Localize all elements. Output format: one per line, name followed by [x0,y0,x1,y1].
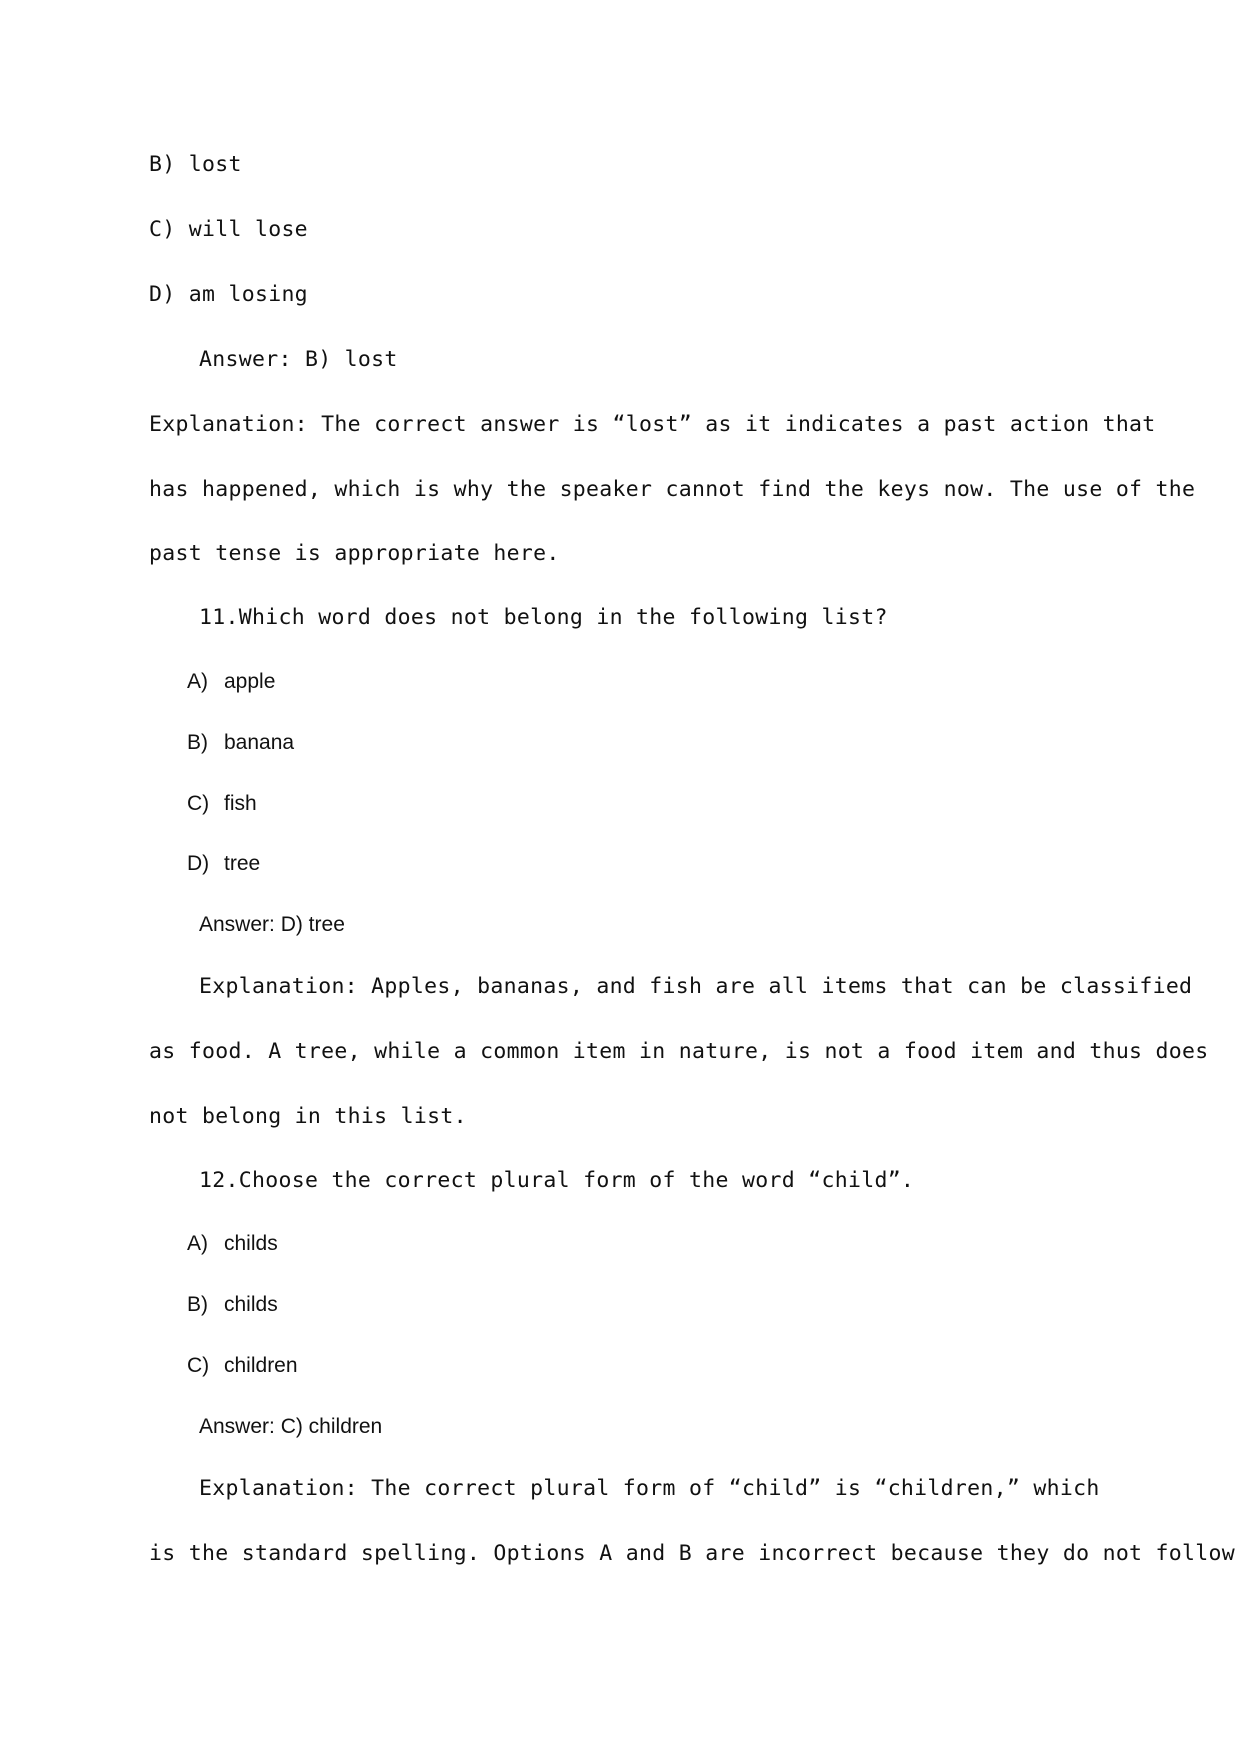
q11-explanation-line-1: Explanation: Apples, bananas, and fish are all items that can be classified [199,974,1193,999]
q12-option-c [187,1354,298,1378]
option-letter: D) [187,852,210,875]
q11-option-d [187,852,260,876]
option-text: fish [224,792,257,815]
option-letter: B) [187,1293,208,1316]
option-letter: C) [187,1354,210,1377]
option-text: children [224,1354,298,1377]
option-letter: A) [187,1232,208,1255]
q12-option-a [187,1232,278,1256]
q11-option-c [187,792,257,816]
q10-option-b: B) lost [149,152,242,177]
q12-explanation-line-1: Explanation: The correct plural form of “child” is “children,” which [199,1476,1100,1501]
option-letter: B) [187,731,208,754]
q12-answer: Answer: C) children [199,1415,383,1438]
q10-explanation-line-1: Explanation: The correct answer is “lost” as it indicates a past action that [149,412,1156,437]
q10-explanation-line-2: has happened, which is why the speaker cannot find the keys now. The use of the [149,477,1196,502]
q10-option-d: D) am losing [149,282,308,307]
option-letter: A) [187,670,208,693]
option-text: tree [224,852,261,875]
q10-option-c: C) will lose [149,217,308,242]
q12-question: 12.Choose the correct plural form of the word “child”. [199,1168,915,1193]
option-text: childs [224,1232,278,1255]
option-text: apple [224,670,276,693]
q12-option-b [187,1293,278,1317]
q11-question: 11.Which word does not belong in the following list? [199,605,888,630]
q12-explanation-line-2: is the standard spelling. Options A and B are incorrect because they do not follow [149,1541,1236,1566]
option-text: childs [224,1293,278,1316]
q10-answer: Answer: B) lost [199,347,398,372]
q11-answer: Answer: D) tree [199,913,345,936]
option-text: banana [224,731,295,754]
q11-explanation-line-3: not belong in this list. [149,1104,467,1129]
q11-option-a [187,670,275,694]
q11-explanation-line-2: as food. A tree, while a common item in nature, is not a food item and thus does [149,1039,1209,1064]
q10-explanation-line-3: past tense is appropriate here. [149,541,560,566]
q11-option-b [187,731,294,755]
option-letter: C) [187,792,210,815]
